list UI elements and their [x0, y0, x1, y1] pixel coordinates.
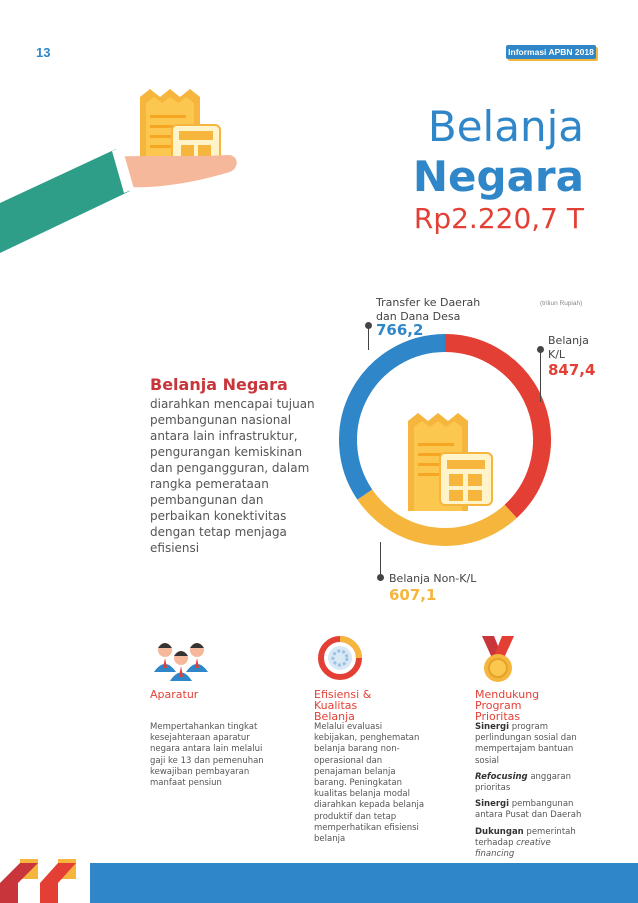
kl-label-line1: Belanja: [548, 334, 589, 347]
medal-icon: [478, 636, 518, 686]
efisiensi-text: Melalui evaluasi kebijakan, penghematan belanja barang non-operasional dan penajaman belanja barang. Peningkatan kualitas belanja modal diarahkan kepada belanja produktif dan tetap memperhatikan efisiensi belanja: [314, 722, 425, 845]
transfer-value: 766,2: [376, 321, 424, 339]
kl-pointer-line: [540, 352, 541, 402]
kl-value: 847,4: [548, 361, 596, 379]
hand-receipt-illustration: [0, 85, 250, 275]
prioritas-item-keyword: Sinergi: [475, 799, 510, 810]
prioritas-item-italic: creative financing: [475, 837, 551, 860]
nonkl-pointer-dot: [377, 574, 384, 581]
page-title-line1: Belanja: [427, 102, 584, 151]
prioritas-item-keyword: Dukungan: [475, 826, 524, 837]
prioritas-list: [475, 722, 587, 865]
sleeve-icon: [0, 149, 130, 253]
prioritas-item: [475, 722, 587, 767]
nonkl-label: Belanja Non-K/L: [389, 572, 477, 585]
total-amount: Rp2.220,7 T: [413, 202, 584, 235]
nonkl-pointer-line: [380, 542, 381, 575]
page-title-line2: Negara: [412, 152, 584, 201]
efficiency-gauge-icon: [318, 636, 362, 680]
transfer-label: [376, 296, 480, 324]
prioritas-item-keyword: Refocusing: [475, 771, 528, 782]
prioritas-item-text: anggaran prioritas: [475, 771, 572, 794]
footer-bar: [0, 863, 638, 903]
unit-label: (triliun Rupiah): [540, 300, 583, 307]
prioritas-item-keyword: Sinergi: [475, 722, 510, 732]
aparatur-text: Mempertahankan tingkat kesejahteraan aparatur negara antara lain melalui gaji ke 13 dan pemenuhan kewajiban pembayaran manfaat pensiun: [150, 722, 264, 789]
receipt-calculator-icon: [408, 413, 492, 511]
people-icon: [152, 638, 212, 682]
efisiensi-title: Efisiensi & Kualitas Belanja: [314, 688, 372, 723]
prioritas-item: [475, 799, 587, 821]
footer-decoration: [0, 857, 90, 903]
intro-title: Belanja Negara: [150, 375, 288, 394]
prioritas-item: [475, 772, 587, 794]
prioritas-title: Mendukung Program Prioritas: [475, 688, 540, 723]
prioritas-item-text: pemerintah terhadap: [475, 826, 576, 848]
kl-label-line2: K/L: [548, 348, 566, 361]
transfer-pointer-line: [368, 328, 369, 350]
page-number: 13: [36, 45, 51, 60]
transfer-label-line2: dan Dana Desa: [376, 310, 461, 323]
prioritas-item: [475, 827, 587, 861]
aparatur-title: Aparatur: [150, 688, 199, 701]
nonkl-value: 607,1: [389, 586, 437, 604]
prioritas-item-text: pembangunan antara Pusat dan Daerah: [475, 799, 582, 821]
kl-label: [548, 334, 589, 362]
transfer-label-line1: Transfer ke Daerah: [376, 296, 481, 309]
header-tag: Informasi APBN 2018: [506, 45, 596, 59]
intro-text: diarahkan mencapai tujuan pembangunan nasional antara lain infrastruktur, pengurangan kemiskinan dan pengangguran, dalam rangka pemerataan pembangunan dan perbaikan konektivitas dengan tetap menjaga efisiensi: [150, 397, 315, 555]
donut-chart: [330, 325, 560, 555]
prioritas-item-text: program perlindungan sosial dan mempertajam bantuan sosial: [475, 722, 577, 766]
